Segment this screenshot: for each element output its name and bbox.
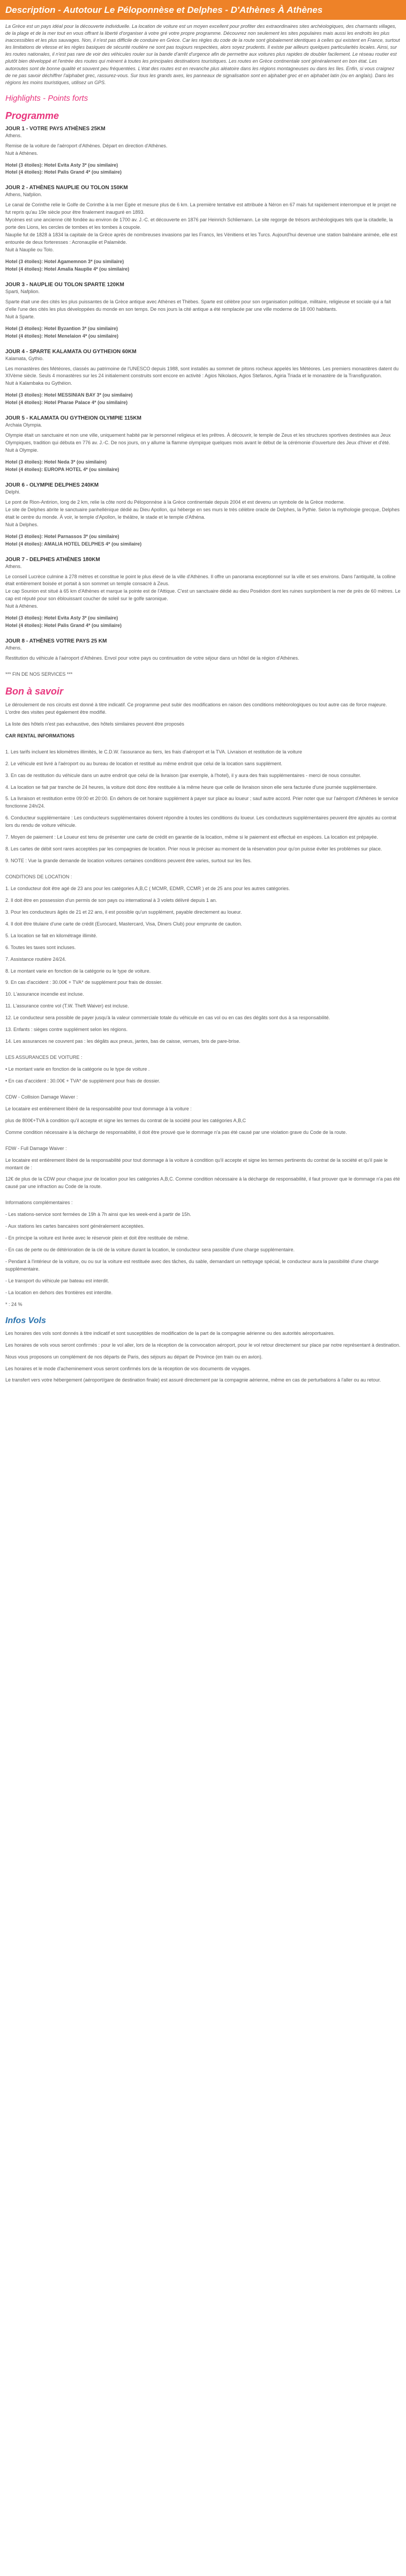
condition-line: 12. Le conducteur sera possible de payer jusqu'à la valeur commerciale totale du véhicule en cas vol ou en cas des dégâts sont dus à sa responsabilité. bbox=[5, 1015, 330, 1021]
condition-line: 1. Le conducteur doit être agé de 23 ans pour les catégories A,B,C ( MCMR, EDMR, CCMR ) et de 25 ans pour les autres catégories. bbox=[5, 885, 290, 891]
info-line: - Pendant à l'intérieur de la voiture, ou ou sur la voiture est restituée avec des tâches, du sable, demandant un nettoyage spécial, le conducteur aura la passibilité d'une charge supplémentaire. bbox=[5, 1259, 379, 1272]
day-description: Le conseil Lucrèce culmine à 278 mètres et constitue le point le plus élevé de la ville d'Athènes. Il offre un panorama exceptionnel sur la ville et ses environs. Dans l'antiquité, la colline était entièrement boisée et portait à son sommet un temple consacré à Zeus. Le cap Sounion est situé à 65 km d'Athènes et marque la pointe est de l'Attique. C'est un sanctuaire dédié au dieu Poséidon dont les ruines surplombent la mer de près de 60 mètres. Le cap est réputé pour son éblouissant coucher de soleil sur le golfe saronique. Nuit à Athènes. bbox=[5, 573, 401, 609]
day-description: Restitution du véhicule à l'aéroport d'Athènes. Envol pour votre pays ou continuation de votre séjour dans un hôtel de la région d'Athènes. bbox=[5, 655, 299, 661]
conditions-list bbox=[5, 885, 401, 1046]
day-title: JOUR 1 - VOTRE PAYS ATHÈNES 25KM bbox=[5, 125, 106, 132]
info-line: * : 24 % bbox=[5, 1301, 22, 1307]
infos-vols-block bbox=[0, 1330, 406, 1385]
hotel-line: Hotel (4 étoiles): Hotel Amalia Nauplie 4* (ou similaire) bbox=[5, 266, 130, 272]
day-description: Les monastères des Météores, classés au patrimoine de l'UNESCO depuis 1988, sont installés au sommet de pitons rocheux appelés les Météores. Les premiers monastères datent du XIVème siècle. Seuls 4 monastères sur les 24 initialement construits sont encore en activité : Agios Nikolaos, Agios Stefanos, Agiria Triada et le monastère de la Transfiguration. Nuit à Kalambaka ou Gythéion. bbox=[5, 365, 399, 386]
day-title: JOUR 3 - NAUPLIE OU TOLON SPARTE 120KM bbox=[5, 281, 124, 288]
info-heading: Informations complémentaires : bbox=[5, 1200, 73, 1206]
vols-line: Les horaires de vols vous seront confirmés : pour le vol aller, lors de la réception de la convocation aéroport, pour le vol retour directement sur place par notre représentant à destination. bbox=[5, 1342, 401, 1348]
car-rental-line: 6. Conducteur supplémentaire : Les conducteurs supplémentaires doivent répondre à toutes les conditions du loueur. Les conducteurs supplémentaires peuvent être ajoutés au contrat lors du rendu de voiture véhicule. bbox=[5, 815, 396, 828]
day-block bbox=[0, 482, 406, 548]
hotel-line: Hotel (3 étoiles): Hotel MESSINIAN BAY 3* (ou similaire) bbox=[5, 392, 133, 398]
car-rental-line: 1. Les tarifs incluent les kilomètres illimités, le C.D.W. l'assurance au tiers, les frais d'aéroport et la TVA. Livraison et restitution de la voiture bbox=[5, 749, 302, 755]
day-block bbox=[0, 557, 406, 630]
car-rental-heading: CAR RENTAL INFORMATIONS bbox=[5, 733, 74, 738]
info-line: - En cas de perte ou de détérioration de la clé de la voiture durant la location, le conducteur sera passible d'une charge supplémentaire. bbox=[5, 1247, 295, 1253]
info-line: - La location en dehors des frontières est interdite. bbox=[5, 1289, 113, 1295]
day-location: Athens. bbox=[5, 132, 22, 138]
day-block bbox=[0, 349, 406, 407]
day-title: JOUR 2 - ATHÈNES NAUPLIE OU TOLON 150KM bbox=[5, 185, 128, 191]
fdw-line: 12€ de plus de la CDW pour chaque jour de location pour les catégories A,B,C. Comme condition nécessaire à la décharge de responsabilité, il faut prouver que le dommage n'a pas été causé par une infraction au Code de la route. bbox=[5, 1176, 400, 1190]
day-block bbox=[0, 638, 406, 662]
highlights-heading: Highlights - Points forts bbox=[5, 93, 88, 103]
car-rental-line: 8. Les cartes de débit sont rares acceptées par les compagnies de location. Prier nous le préciser au moment de la réservation pour qu'on puisse éviter les problèmes sur place. bbox=[5, 846, 382, 852]
cdw-line: Le locataire est entièrement libéré de la responsabilité pour tout dommage à la voiture : bbox=[5, 1106, 192, 1111]
day-location: Kalamata, Gythio. bbox=[5, 355, 44, 361]
day-location: Sparti, Nafplion. bbox=[5, 288, 40, 294]
car-rental-line: 4. La location se fait par tranche de 24 heures, la voiture doit donc être restituée à la même heure que celle de livraison sinon elle sera facturée d'une journée supplémentaire. bbox=[5, 784, 378, 790]
condition-line: 9. En cas d'accident : 30.00€ + TVA* de supplément pour frais de dossier. bbox=[5, 980, 163, 985]
fdw-list bbox=[5, 1157, 401, 1191]
conditions-heading: CONDITIONS DE LOCATION : bbox=[5, 874, 72, 880]
condition-line: 7. Assistance routière 24/24. bbox=[5, 956, 66, 962]
condition-line: 4. Il doit être titulaire d'une carte de crédit (Eurocard, Mastercard, Visa, Diners Club) pour emprunte de caution. bbox=[5, 921, 242, 927]
day-block bbox=[0, 185, 406, 273]
car-rental-line: 7. Moyen de paiement : Le Loueur est tenu de présenter une carte de crédit en garantie de la location, même si le paiement est effectué en espèces. La location est prépayée. bbox=[5, 834, 378, 840]
vols-line: Les horaires des vols sont donnés à titre indicatif et sont susceptibles de modification de la part de la compagnie aérienne ou des autorités aéroportuaires. bbox=[5, 1330, 335, 1336]
condition-line: 3. Pour les conducteurs âgés de 21 et 22 ans, il est possible qu'un supplément, payable directement au loueur. bbox=[5, 909, 242, 915]
hotel-line: Hotel (3 étoiles): Hotel Neda 3* (ou similaire) bbox=[5, 459, 107, 465]
car-rental-line: 3. En cas de restitution du véhicule dans un autre endroit que celui de la livraison (par exemple, à l'hotel), il y aura des frais supplémentaires - merci de nous consulter. bbox=[5, 772, 362, 778]
hotel-line: Hotel (4 étoiles): Hotel Palis Grand 4* (ou similaire) bbox=[5, 623, 122, 629]
hotel-line: Hotel (4 étoiles): Hotel Pharae Palace 4* (ou similaire) bbox=[5, 400, 128, 406]
cdw-heading: CDW - Collision Damage Waiver : bbox=[5, 1094, 78, 1100]
day-title: JOUR 6 - OLYMPIE DELPHES 240KM bbox=[5, 482, 99, 488]
franchise-line: • Le montant varie en fonction de la catégorie ou le type de voiture . bbox=[5, 1066, 150, 1072]
page-title: Description - Autotour Le Péloponnèse et Delphes - D'Athènes À Athènes bbox=[0, 0, 406, 20]
hotel-line: Hotel (3 étoiles): Hotel Evita Asty 3* (ou similaire) bbox=[5, 162, 118, 168]
day-block bbox=[0, 415, 406, 474]
end-services bbox=[0, 671, 406, 678]
day-location: Athens. bbox=[5, 645, 22, 651]
cdw-line: Comme condition nécessaire à la décharge de responsabilité, il doit être prouvé que le dommage n'a pas été causé par une violation grave du Code de la route. bbox=[5, 1129, 347, 1135]
end-services-text: *** FIN DE NOS SERVICES *** bbox=[5, 671, 73, 677]
hotel-line: Hotel (4 étoiles): Hotel Palis Grand 4* (ou similaire) bbox=[5, 169, 122, 175]
hotel-line: Hotel (4 étoiles): AMALIA HOTEL DELPHES 4* (ou similaire) bbox=[5, 541, 142, 547]
day-title: JOUR 5 - KALAMATA OU GYTHEION OLYMPIE 115KM bbox=[5, 415, 141, 422]
intro-text: La Grèce est un pays idéal pour la découverte individuelle. La location de voiture est un moyen excellent pour profiter des extraordinaires sites archéologiques, des charmants villages, de la plage et de la mer tout en vous offrant la liberté d'organiser à votre gré votre propre programme. Découvrez non seulement les sites populaires mais aussi les endroits les plus inaccessibles et les plus sauvages. Non, il n'est pas difficile de conduire en Grèce. Car les règles du code de la route sont globalement identiques à celles qui existent en France, surtout les limitations de vitesse et les règles basiques de sécurité routière ne sont pas toujours respectées, alors soyez prudents. Il existe par ailleurs quelques particularités locales. Ainsi, sur les routes nationales, il n'est pas rare de voir des véhicules rouler sur la bande d'arrêt d'urgence afin de permettre aux voitures plus rapides de doubler facilement. Le réseau routier est plutôt bien développé et l'entrée des routes qui mènent à toutes les principales destinations touristiques. Les routes en Grèce continentale sont généralement en bon état. Les autoroutes sont de bonne qualité et souvent peu fréquentées. L'état des routes est en revanche plus aléatoire dans les régions montagneuses ou dans les îles. Enfin, si vous craignez de ne pas savoir déchiffrer l'alphabet grec, rassurez-vous. Sur tous les grands axes, les panneaux de signalisation sont en alphabet grec et en alphabet latin (ou en anglais). Dans les régions les moins touristiques, utilisez un GPS. bbox=[5, 24, 400, 85]
car-rental-line: 9. NOTE : Vue la grande demande de location voitures certaines conditions peuvent être varies, surtout sur les îles. bbox=[5, 858, 252, 864]
condition-line: 13. Enfants : sièges contre supplément selon les régions. bbox=[5, 1027, 128, 1033]
hotel-line: Hotel (3 étoiles): Hotel Byzantion 3* (ou similaire) bbox=[5, 325, 118, 331]
car-rental-line: 5. La livraison et restitution entre 09:00 et 20:00. En dehors de cet horaire supplément à payer sur place au loueur ; sauf autre accord. Prier noter que sur l'aéroport d'Athènes le service fonctionne 24h/24. bbox=[5, 796, 399, 809]
vols-line: Les horaires et le mode d'acheminement vous seront confirmés lors de la réception de vos documents de voyages. bbox=[5, 1365, 251, 1371]
condition-line: 11. L'assurance contre vol (T.W. Theft Waiver) est incluse. bbox=[5, 1003, 129, 1009]
vols-list bbox=[5, 1330, 401, 1385]
bon-a-savoir-heading: Bon à savoir bbox=[5, 685, 64, 697]
day-description: Remise de la voiture de l'aéroport d'Athènes. Départ en direction d'Athènes. Nuit à Athènes. bbox=[5, 143, 168, 156]
programme-heading: Programme bbox=[5, 110, 59, 121]
hotel-line: Hotel (3 étoiles): Hotel Evita Asty 3* (ou similaire) bbox=[5, 615, 118, 621]
day-description: Sparte était une des cités les plus puissantes de la Grèce antique avec Athènes et Thèbes. Sparte est célèbre pour son organisation politique, militaire, religieuse et sociale qui a fait d'elle l'une des cités les plus développées du monde en son temps. De nos jours la cité antique a été remplacée par une ville moderne de 18 000 habitants. Nuit à Sparte. bbox=[5, 298, 391, 319]
vols-line: Le transfert vers votre hébergement (aéroport/gare de destination finale) est assuré directement par la compagnie aérienne, même en cas de perturbations à l'aller ou au retour. bbox=[5, 1377, 381, 1383]
day-description: Le canal de Corinthe relie le Golfe de Corinthe à la mer Egée et mesure plus de 6 km. La première tentative est attribuée à Néron en 67 mais fut rapidement interrompue et le projet ne fut repris qu'au 19e siècle pour être finalement inauguré en 1893. Mycènes est une ancienne cité fondée au environ de 1700 av. J.-C. et découverte en 1876 par Heinrich Schliemann. Le site regorge de trésors archéologiques tels que la citadelle, la porte des Lions, les cercles de tombes et les tombes à coupole. Nauplie fut de 1828 à 1834 la capitale de la Grèce après de nombreuses invasions par les Francs, les Vénitiens et les Turcs. Aujourd'hui devenue une station balnéaire animée, elle est entourée de deux forteresses : Acronauplie et Palamède. Nuit à Nauplie ou Tolo. bbox=[5, 202, 397, 253]
car-rental-list bbox=[5, 749, 401, 865]
cdw-line: plus de 800€+TVA à condition qu'il accepte et signe les termes du contrat de la société pour les catégories A,B,C bbox=[5, 1117, 246, 1123]
info-list bbox=[5, 1211, 401, 1308]
day-description: Le pont de Rion-Antirion, long de 2 km, relie la côte nord du Péloponnèse à la Grèce continentale depuis 2004 et est devenu un symbole de la Grèce moderne. Le site de Delphes abrite le sanctuaire panhellénique dédié au Dieu Apollon, qui héberge en ses murs le très célèbre oracle de Delphes, la Pythie. Selon la mythologie grecque, Delphes était le centre du monde. À voir, le temple d'Apollon, le théâtre, le stade et le temple d'Athéna. Nuit à Delphes. bbox=[5, 499, 400, 527]
franchise-heading: LES ASSURANCES DE VOITURE : bbox=[5, 1055, 82, 1061]
day-location: Athens. bbox=[5, 563, 22, 569]
hotel-line: Hotel (3 étoiles): Hotel Agamemnon 3* (ou similaire) bbox=[5, 258, 124, 264]
info-line: - Le transport du véhicule par bateau est interdit. bbox=[5, 1278, 109, 1283]
hotel-line: Hotel (4 étoiles): Hotel Menelaion 4* (ou similaire) bbox=[5, 333, 119, 339]
condition-line: 5. La location se fait en kilométrage illimité. bbox=[5, 932, 97, 938]
condition-line: 6. Toutes les taxes sont incluses. bbox=[5, 944, 76, 950]
car-rental-line: 2. Le véhicule est livré à l'aéroport ou au bureau de location et restitué au même endroit que celui de la location sans supplément. bbox=[5, 760, 283, 766]
vols-line: Nous vous proposons un complément de nos départs de Paris, des séjours au départ de Province (en train ou en avion). bbox=[5, 1354, 263, 1360]
condition-line: 2. Il doit être en possession d'un permis de son pays ou international à 3 volets délivré depuis 1 an. bbox=[5, 897, 217, 903]
day-title: JOUR 8 - ATHÈNES VOTRE PAYS 25 KM bbox=[5, 638, 107, 645]
condition-line: 10. L'assurance incendie est incluse. bbox=[5, 991, 84, 997]
franchise-line: • En cas d'accident : 30.00€ + TVA* de supplément pour frais de dossier. bbox=[5, 1078, 160, 1084]
infos-vols-heading: Infos Vols bbox=[5, 1316, 46, 1325]
hotel-line: Hotel (3 étoiles): Hotel Parnassos 3* (ou similaire) bbox=[5, 533, 119, 539]
info-line: - En principe la voiture est livrée avec le réservoir plein et doit être restituée de même. bbox=[5, 1235, 189, 1241]
condition-line: 8. Le montant varie en fonction de la catégorie ou le type de voiture. bbox=[5, 968, 151, 974]
bon-a-savoir-para-2: La liste des hôtels n'est pas exhaustive, des hôtels similaires peuvent être proposés bbox=[5, 721, 184, 727]
info-line: - Les stations-service sont fermées de 19h à 7h ainsi que les week-end à partir de 15h. bbox=[5, 1212, 191, 1218]
franchise-list bbox=[5, 1066, 401, 1085]
day-title: JOUR 4 - SPARTE KALAMATA OU GYTHEION 60KM bbox=[5, 348, 137, 355]
day-location: Archaia Olympia. bbox=[5, 422, 42, 428]
day-block bbox=[0, 126, 406, 177]
day-location: Delphi. bbox=[5, 489, 21, 495]
day-block bbox=[0, 282, 406, 340]
bon-a-savoir-para-1: Le déroulement de nos circuits est donné à titre indicatif. Ce programme peut subir des modifications en raison des conditions météorologiques ou tout autre cas de force majeure. L'ordre des visites peut également être modifié. bbox=[5, 701, 387, 715]
fdw-line: Le locataire est entièrement libéré de la responsabilité pour tout dommage à la voiture à condition qu'il accepte et signe les termes pertinents du contrat de la société et qu'il paie le montant de : bbox=[5, 1157, 388, 1170]
programme-days bbox=[0, 126, 406, 662]
bon-a-savoir-block bbox=[0, 701, 406, 1309]
fdw-heading: FDW - Full Damage Waiver : bbox=[5, 1145, 67, 1151]
day-title: JOUR 7 - DELPHES ATHÈNES 180KM bbox=[5, 556, 100, 563]
info-line: - Aux stations les cartes bancaires sont généralement acceptées. bbox=[5, 1223, 145, 1229]
hotel-line: Hotel (4 étoiles): EUROPA HOTEL 4* (ou similaire) bbox=[5, 466, 119, 472]
condition-line: 14. Les assurances ne couvrent pas : les dégâts aux pneus, jantes, bas de caisse, verrues, bris de pare-brise. bbox=[5, 1039, 240, 1044]
day-location: Athens, Nafplion. bbox=[5, 192, 42, 198]
day-description: Olympie était un sanctuaire et non une ville, uniquement habité par le personnel religieux et les prêtres. À découvrir, le temple de Zeus et les structures sportives destinées aux Jeux Olympiques, tradition qui débuta en 776 av. J.-C. De nos jours, on y allume la flamme olympique quelques mois avant le début de la cérémonie d'ouverture des Jeux d'hiver et d'été. Nuit à Olympie. bbox=[5, 432, 391, 453]
cdw-list bbox=[5, 1106, 401, 1137]
